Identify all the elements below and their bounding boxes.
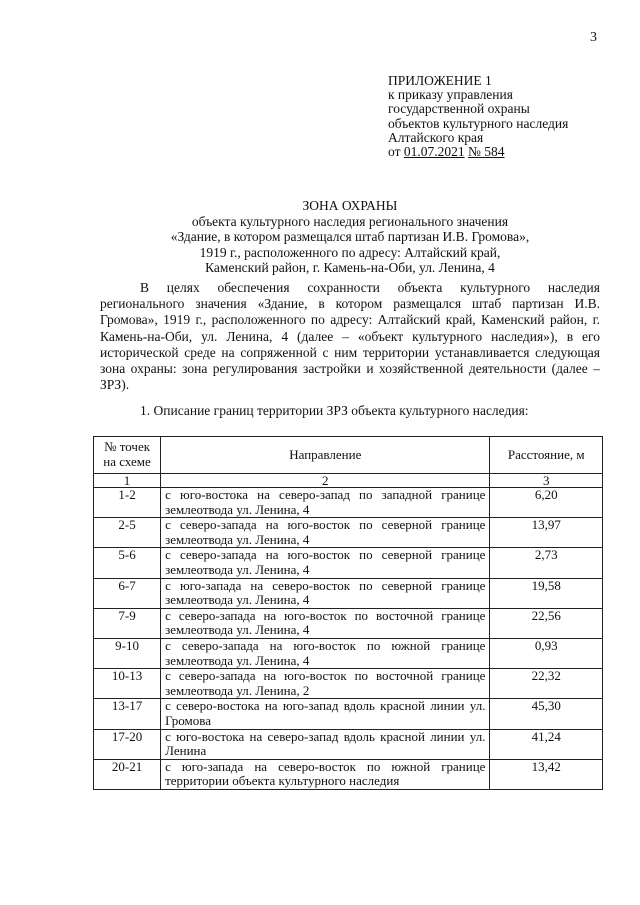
direction-cell: с северо-запада на юго-восток по восточной границе землеотвода ул. Ленина, 2 — [161, 669, 490, 699]
distance-cell: 2,73 — [490, 548, 603, 578]
distance-cell: 13,97 — [490, 518, 603, 548]
points-cell: 2-5 — [94, 518, 161, 548]
table-row — [94, 578, 603, 608]
intro-paragraph — [100, 280, 600, 393]
distance-cell: 0,93 — [490, 638, 603, 668]
intro-text: В целях обеспечения сохранности объекта культурного наследия регионального значения «Здание, в котором размещался штаб партизан И.В. Громова», 1919 г., расположенного по адресу: Алтайский край, Каменский район, г. Камень-на-Оби, ул. Ленина, 4 (далее – «объект культурного наследия»), в его исторической среде на сопряженной с ним территории устанавливается следующая зона охраны: зона регулирования застройки и хозяйственной деятельности (далее – ЗРЗ). — [100, 280, 600, 393]
annex-block — [388, 74, 568, 159]
direction-cell: с юго-востока на северо-запад вдоль красной линии ул. Ленина — [161, 729, 490, 759]
distance-cell: 19,58 — [490, 578, 603, 608]
page-number: 3 — [590, 30, 597, 45]
table-row — [94, 699, 603, 729]
direction-cell: с юго-востока на северо-запад по западной границе землеотвода ул. Ленина, 4 — [161, 488, 490, 518]
column-number: 3 — [490, 474, 603, 488]
annex-number: № 584 — [467, 144, 505, 160]
header-distance: Расстояние, м — [490, 437, 603, 474]
table-row — [94, 518, 603, 548]
section-text: 1. Описание границ территории ЗРЗ объекта культурного наследия: — [140, 403, 529, 418]
title-line: объекта культурного наследия регионального значения — [191, 213, 509, 229]
distance-cell: 41,24 — [490, 729, 603, 759]
table-row — [94, 608, 603, 638]
distance-cell: 45,30 — [490, 699, 603, 729]
points-cell: 13-17 — [94, 699, 161, 729]
boundary-table — [93, 436, 603, 790]
table-column-numbers-row — [94, 474, 603, 488]
direction-cell: с юго-запада на северо-восток по южной границе территории объекта культурного наследия — [161, 759, 490, 789]
annex-line: Алтайского края — [388, 129, 484, 145]
direction-cell: с северо-запада на юго-восток по восточной границе землеотвода ул. Ленина, 4 — [161, 608, 490, 638]
table-row — [94, 729, 603, 759]
section-paragraph — [100, 403, 600, 419]
direction-cell: с северо-запада на юго-восток по южной границе землеотвода ул. Ленина, 4 — [161, 638, 490, 668]
points-cell: 7-9 — [94, 608, 161, 638]
points-cell: 1-2 — [94, 488, 161, 518]
annex-line: объектов культурного наследия — [388, 115, 569, 131]
distance-cell: 6,20 — [490, 488, 603, 518]
annex-title: ПРИЛОЖЕНИЕ 1 — [388, 73, 492, 88]
column-number: 1 — [94, 474, 161, 488]
title-line: 1919 г., расположенного по адресу: Алтайский край, — [199, 244, 501, 260]
direction-cell: с северо-запада на юго-восток по северной границе землеотвода ул. Ленина, 4 — [161, 518, 490, 548]
distance-cell: 22,56 — [490, 608, 603, 638]
table-header-row — [94, 437, 603, 474]
column-number: 2 — [161, 474, 490, 488]
table-row — [94, 548, 603, 578]
table-row — [94, 759, 603, 789]
distance-cell: 13,42 — [490, 759, 603, 789]
table-row — [94, 669, 603, 699]
points-cell: 17-20 — [94, 729, 161, 759]
annex-date-prefix: от — [388, 144, 401, 160]
distance-cell: 22,32 — [490, 669, 603, 699]
points-cell: 9-10 — [94, 638, 161, 668]
annex-line: к приказу управления — [388, 87, 513, 103]
annex-line: государственной охраны — [388, 101, 530, 117]
points-cell: 5-6 — [94, 548, 161, 578]
points-cell: 20-21 — [94, 759, 161, 789]
document-title — [100, 198, 600, 276]
direction-cell: с северо-запада на юго-восток по северной границе землеотвода ул. Ленина, 4 — [161, 548, 490, 578]
direction-cell: с северо-востока на юго-запад вдоль красной линии ул. Громова — [161, 699, 490, 729]
header-direction: Направление — [161, 437, 490, 474]
title-line: Каменский район, г. Камень-на-Оби, ул. Ленина, 4 — [205, 260, 495, 275]
annex-date: 01.07.2021 — [403, 144, 465, 160]
annex-date-line — [388, 145, 568, 159]
points-cell: 10-13 — [94, 669, 161, 699]
direction-cell: с юго-запада на северо-восток по северной границе землеотвода ул. Ленина, 4 — [161, 578, 490, 608]
table-row — [94, 638, 603, 668]
title-heading: ЗОНА ОХРАНЫ — [302, 198, 398, 213]
table-row — [94, 488, 603, 518]
title-line: «Здание, в котором размещался штаб партизан И.В. Громова», — [170, 229, 530, 244]
header-points: № точек на схеме — [94, 437, 161, 474]
points-cell: 6-7 — [94, 578, 161, 608]
